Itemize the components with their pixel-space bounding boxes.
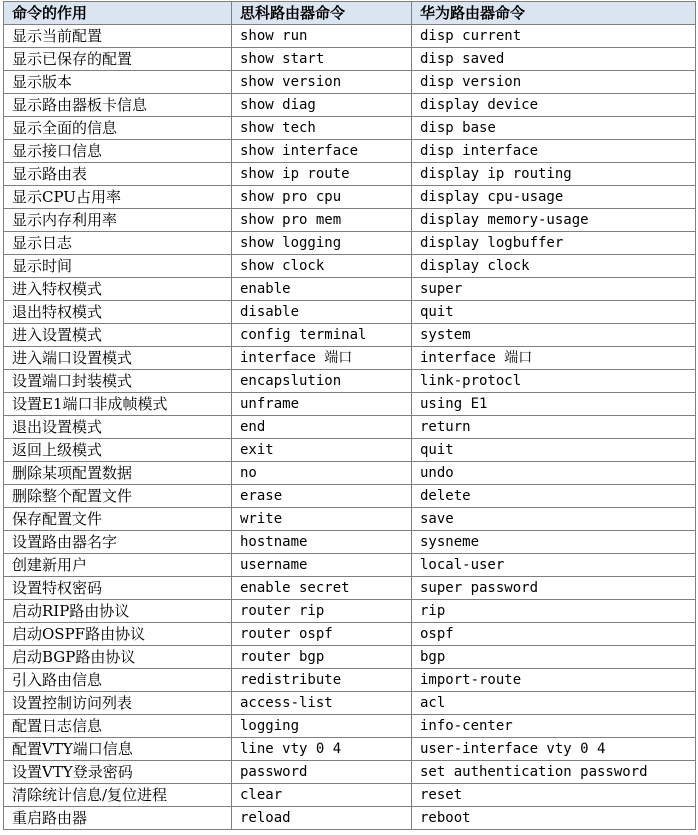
cell-huawei-command: interface 端口 [412,347,696,370]
cell-function: 显示版本 [4,71,232,94]
cell-huawei-command: super [412,278,696,301]
cell-cisco-command: no [232,462,412,485]
table-row [4,278,696,301]
table-row [4,485,696,508]
table-row [4,324,696,347]
cell-function: 设置特权密码 [4,577,232,600]
table-row [4,715,696,738]
cell-huawei-command: sysneme [412,531,696,554]
header-row [4,2,696,25]
cell-huawei-command: undo [412,462,696,485]
cell-function: 启动BGP路由协议 [4,646,232,669]
command-comparison-table [3,1,696,830]
cell-huawei-command: acl [412,692,696,715]
cell-huawei-command: local-user [412,554,696,577]
cell-huawei-command: super password [412,577,696,600]
cell-huawei-command: disp current [412,25,696,48]
table-row [4,692,696,715]
cell-cisco-command: hostname [232,531,412,554]
cell-cisco-command: show logging [232,232,412,255]
cell-function: 设置VTY登录密码 [4,761,232,784]
cell-cisco-command: clear [232,784,412,807]
table-row [4,255,696,278]
cell-huawei-command: display ip routing [412,163,696,186]
cell-function: 创建新用户 [4,554,232,577]
cell-huawei-command: disp interface [412,140,696,163]
cell-cisco-command: access-list [232,692,412,715]
table-row [4,531,696,554]
cell-cisco-command: interface 端口 [232,347,412,370]
cell-function: 进入特权模式 [4,278,232,301]
cell-huawei-command: return [412,416,696,439]
table-header [4,2,696,25]
cell-cisco-command: show ip route [232,163,412,186]
cell-huawei-command: using E1 [412,393,696,416]
cell-function: 设置端口封装模式 [4,370,232,393]
cell-function: 退出设置模式 [4,416,232,439]
cell-cisco-command: router ospf [232,623,412,646]
cell-huawei-command: delete [412,485,696,508]
cell-huawei-command: user-interface vty 0 4 [412,738,696,761]
table-row [4,163,696,186]
cell-cisco-command: show clock [232,255,412,278]
table-row [4,140,696,163]
table-row [4,94,696,117]
cell-cisco-command: enable [232,278,412,301]
table-row [4,439,696,462]
cell-huawei-command: info-center [412,715,696,738]
cell-huawei-command: display clock [412,255,696,278]
cell-cisco-command: password [232,761,412,784]
cell-function: 启动OSPF路由协议 [4,623,232,646]
cell-huawei-command: display cpu-usage [412,186,696,209]
table-row [4,347,696,370]
cell-function: 保存配置文件 [4,508,232,531]
cell-huawei-command: link-protocl [412,370,696,393]
header-function: 命令的作用 [4,2,232,25]
cell-cisco-command: username [232,554,412,577]
cell-function: 删除某项配置数据 [4,462,232,485]
table-row [4,554,696,577]
table-row [4,416,696,439]
table-row [4,577,696,600]
table-row [4,623,696,646]
cell-cisco-command: config terminal [232,324,412,347]
cell-function: 显示已保存的配置 [4,48,232,71]
cell-function: 设置路由器名字 [4,531,232,554]
cell-huawei-command: reboot [412,807,696,830]
cell-cisco-command: router rip [232,600,412,623]
cell-function: 显示内存利用率 [4,209,232,232]
cell-function: 退出特权模式 [4,301,232,324]
cell-cisco-command: reload [232,807,412,830]
cell-function: 显示日志 [4,232,232,255]
cell-huawei-command: display device [412,94,696,117]
table-row [4,669,696,692]
cell-cisco-command: show diag [232,94,412,117]
table-row [4,462,696,485]
cell-huawei-command: disp saved [412,48,696,71]
cell-cisco-command: encapslution [232,370,412,393]
cell-function: 显示路由器板卡信息 [4,94,232,117]
cell-huawei-command: set authentication password [412,761,696,784]
cell-cisco-command: end [232,416,412,439]
cell-function: 进入端口设置模式 [4,347,232,370]
cell-huawei-command: display logbuffer [412,232,696,255]
cell-function: 显示时间 [4,255,232,278]
cell-huawei-command: bgp [412,646,696,669]
table-row [4,370,696,393]
cell-function: 返回上级模式 [4,439,232,462]
table-body [4,25,696,830]
cell-cisco-command: enable secret [232,577,412,600]
table-row [4,186,696,209]
cell-huawei-command: system [412,324,696,347]
cell-cisco-command: erase [232,485,412,508]
cell-cisco-command: exit [232,439,412,462]
cell-function: 设置控制访问列表 [4,692,232,715]
cell-huawei-command: quit [412,439,696,462]
header-cisco-command: 思科路由器命令 [232,2,412,25]
cell-cisco-command: show tech [232,117,412,140]
cell-huawei-command: disp version [412,71,696,94]
cell-function: 进入设置模式 [4,324,232,347]
cell-huawei-command: quit [412,301,696,324]
cell-function: 显示CPU占用率 [4,186,232,209]
header-huawei-command: 华为路由器命令 [412,2,696,25]
cell-function: 显示路由表 [4,163,232,186]
cell-function: 显示全面的信息 [4,117,232,140]
cell-function: 显示接口信息 [4,140,232,163]
cell-cisco-command: show version [232,71,412,94]
table-row [4,784,696,807]
table-row [4,25,696,48]
cell-huawei-command: rip [412,600,696,623]
cell-huawei-command: save [412,508,696,531]
cell-huawei-command: disp base [412,117,696,140]
table-row [4,393,696,416]
cell-function: 配置日志信息 [4,715,232,738]
cell-cisco-command: show pro cpu [232,186,412,209]
cell-cisco-command: show start [232,48,412,71]
cell-cisco-command: show pro mem [232,209,412,232]
cell-function: 设置E1端口非成帧模式 [4,393,232,416]
cell-function: 显示当前配置 [4,25,232,48]
table-row [4,738,696,761]
table-row [4,232,696,255]
cell-cisco-command: show interface [232,140,412,163]
cell-cisco-command: router bgp [232,646,412,669]
cell-cisco-command: show run [232,25,412,48]
cell-cisco-command: disable [232,301,412,324]
cell-function: 引入路由信息 [4,669,232,692]
cell-huawei-command: reset [412,784,696,807]
table-row [4,71,696,94]
table-row [4,301,696,324]
cell-function: 重启路由器 [4,807,232,830]
table-row [4,117,696,140]
cell-cisco-command: write [232,508,412,531]
table-row [4,600,696,623]
table-row [4,48,696,71]
table-row [4,508,696,531]
cell-function: 删除整个配置文件 [4,485,232,508]
cell-huawei-command: display memory-usage [412,209,696,232]
cell-cisco-command: logging [232,715,412,738]
cell-function: 配置VTY端口信息 [4,738,232,761]
cell-huawei-command: import-route [412,669,696,692]
cell-cisco-command: unframe [232,393,412,416]
cell-cisco-command: line vty 0 4 [232,738,412,761]
table-row [4,209,696,232]
cell-function: 清除统计信息/复位进程 [4,784,232,807]
cell-cisco-command: redistribute [232,669,412,692]
table-row [4,761,696,784]
table-row [4,646,696,669]
cell-function: 启动RIP路由协议 [4,600,232,623]
cell-huawei-command: ospf [412,623,696,646]
table-row [4,807,696,830]
